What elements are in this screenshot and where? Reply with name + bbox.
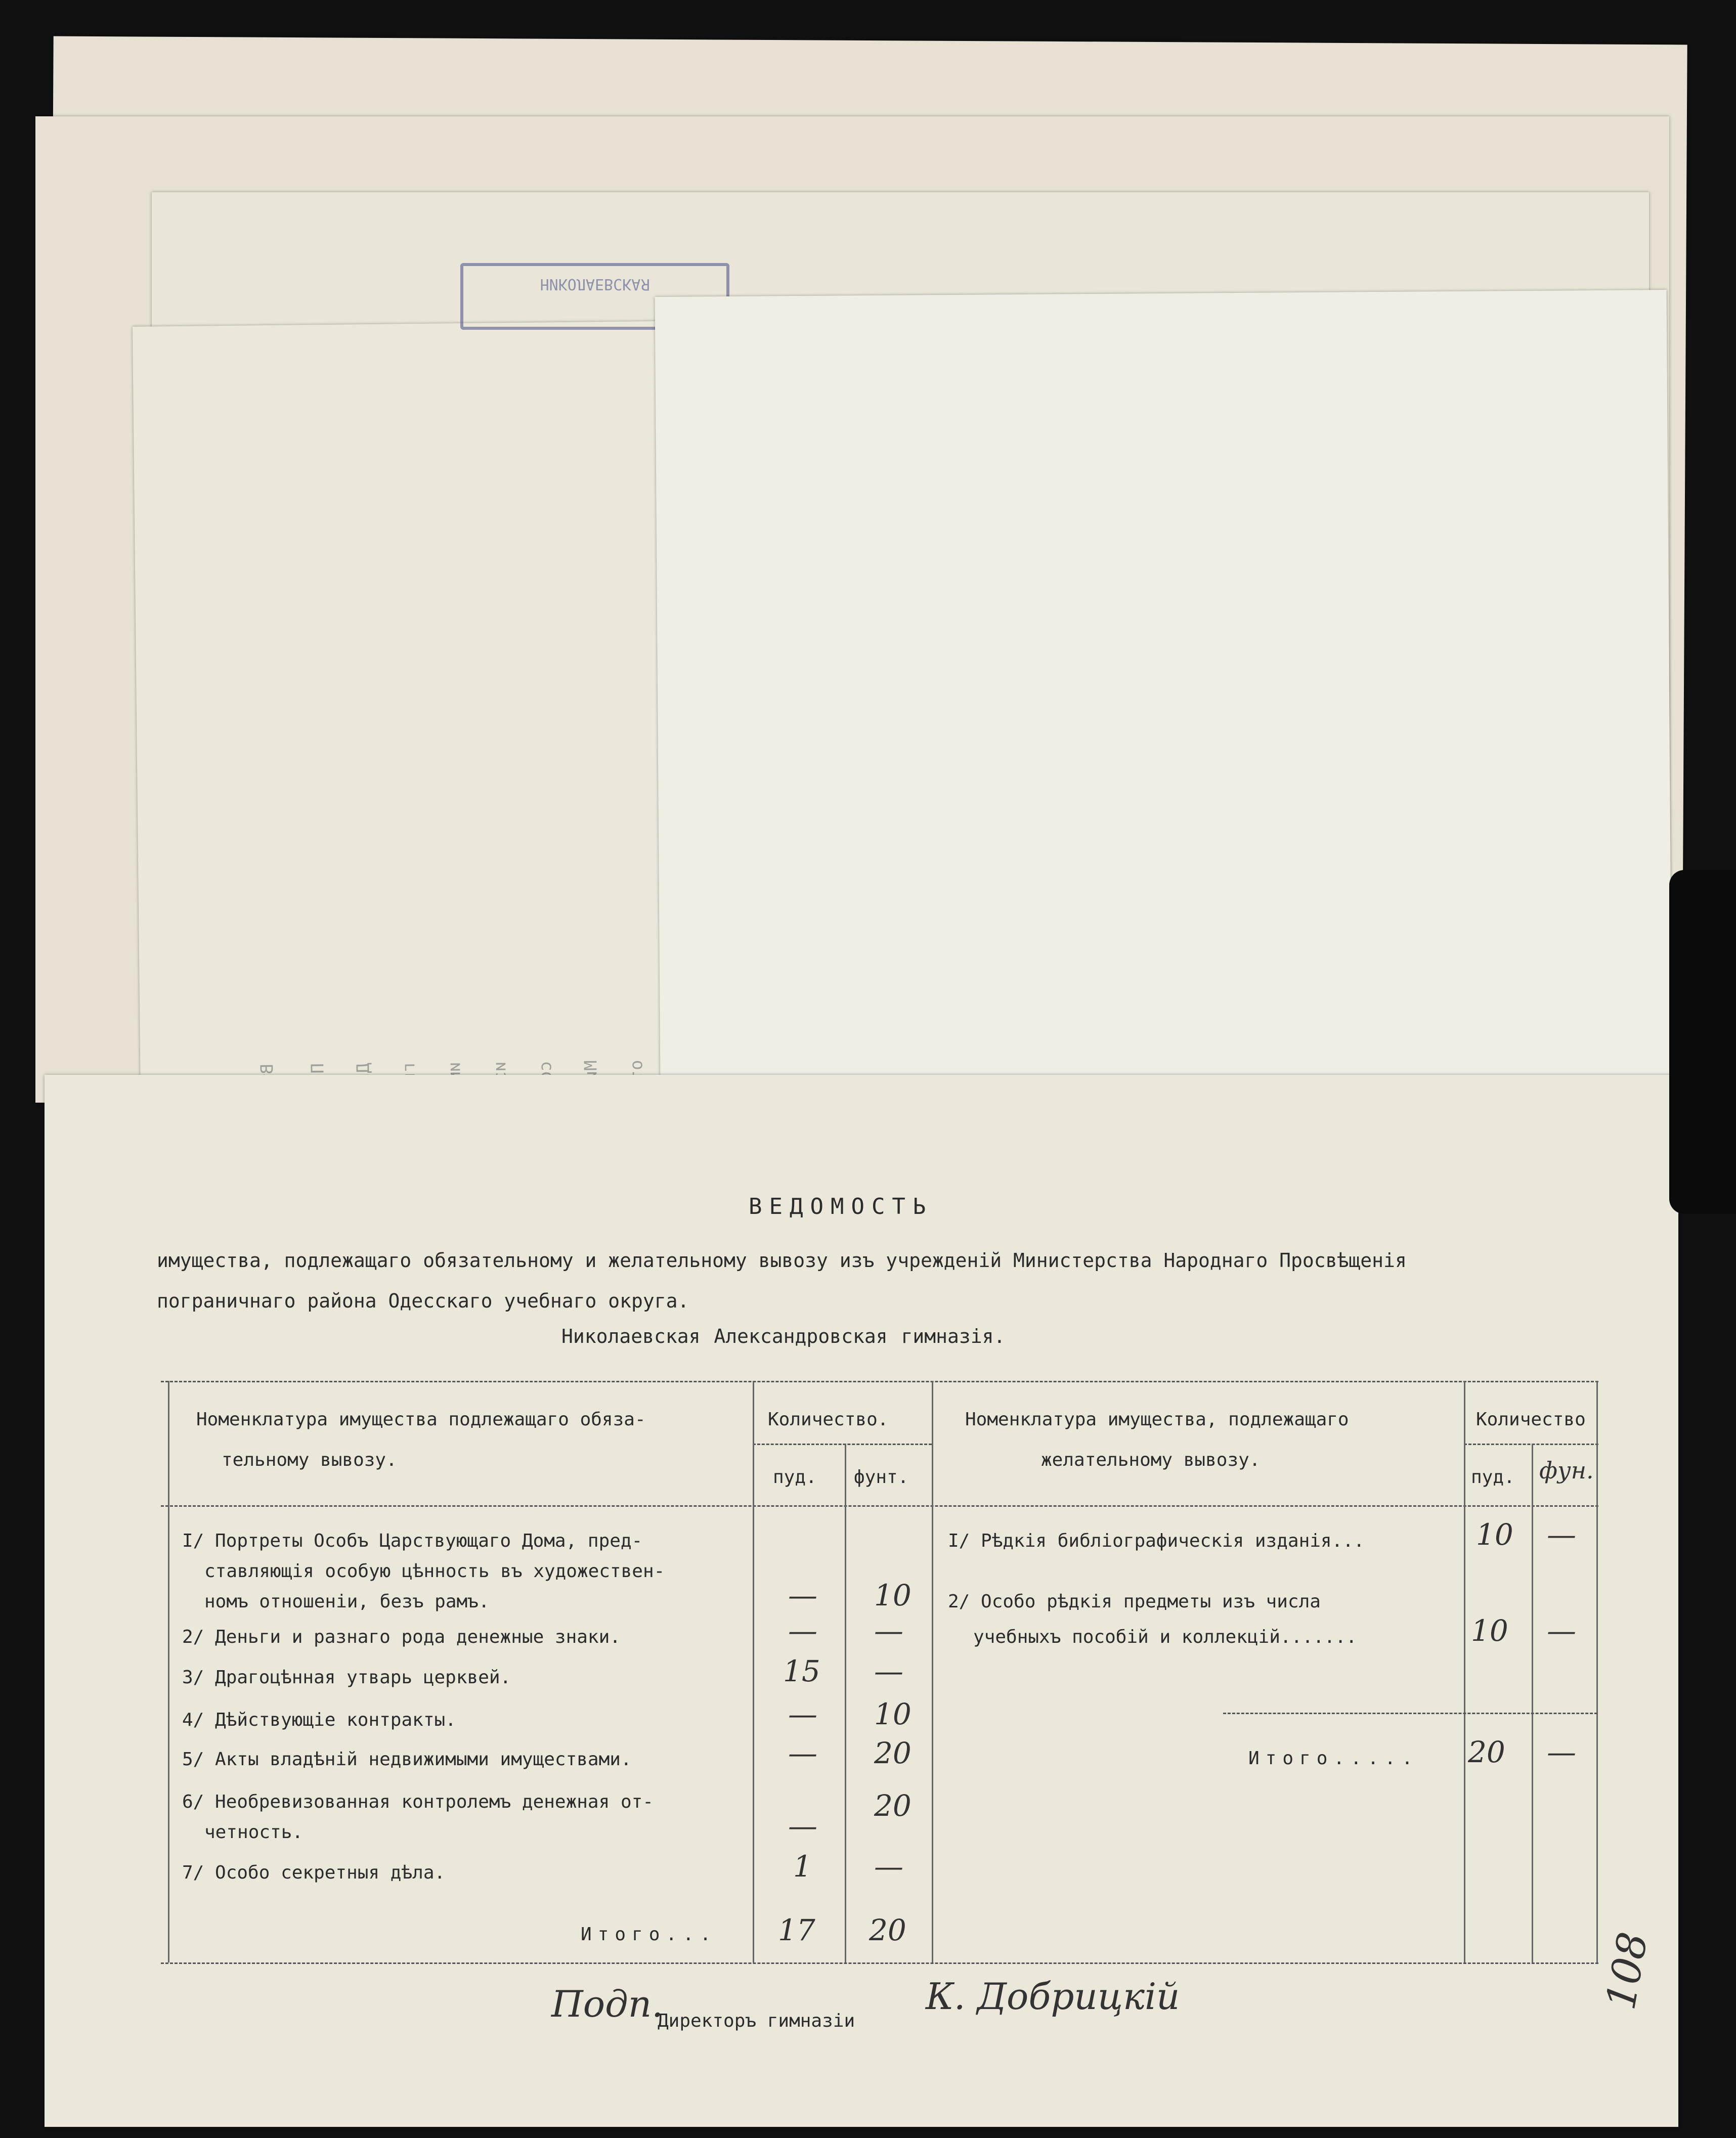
qty-subrule: [1464, 1444, 1598, 1445]
left-qty-header: Количество.: [768, 1409, 889, 1430]
signature-prefix: Подп.: [551, 1983, 664, 2025]
left-total-pud: 17: [778, 1913, 815, 1947]
left-item-1-funt: 10: [874, 1578, 912, 1612]
left-item-4-funt: 10: [874, 1697, 912, 1731]
left-item-2-funt: —: [874, 1613, 903, 1648]
left-item-3-funt: —: [874, 1654, 903, 1688]
right-item-2-funt: —: [1547, 1613, 1576, 1648]
right-item-2-line1: 2/ Особо рѣдкія предметы изъ числа: [948, 1591, 1321, 1612]
left-total-label: Итого...: [581, 1924, 717, 1945]
left-header-line2: тельному вывозу.: [222, 1450, 397, 1470]
left-item-7-funt: —: [874, 1849, 903, 1884]
signature-title: Директоръ гимназіи: [658, 2011, 855, 2031]
left-item-6-pud: —: [788, 1809, 817, 1843]
col-divider: [1596, 1381, 1598, 1962]
col-divider: [932, 1381, 933, 1962]
left-item-3-pud: 15: [783, 1654, 820, 1688]
folio-number: 108: [1597, 1929, 1657, 2013]
table-bottom-rule: [161, 1962, 1598, 1964]
right-total-label: Итого.....: [1248, 1748, 1419, 1769]
left-item-4-pud: —: [788, 1697, 817, 1731]
inventory-table: [161, 1381, 1598, 1968]
col-divider: [753, 1381, 754, 1962]
signature-name: К. Добрицкій: [926, 1975, 1180, 2018]
left-item-1-line1: I/ Портреты Особъ Царствующаго Дома, пред-: [182, 1531, 643, 1551]
right-total-funt: —: [1547, 1735, 1576, 1769]
right-item-1: I/ Рѣдкія библіографическія изданія...: [948, 1531, 1365, 1551]
qty-subrule: [753, 1444, 932, 1445]
left-item-5-funt: 20: [874, 1736, 912, 1770]
school-name: Николаевская Александровская гимназія.: [561, 1325, 1006, 1347]
left-item-2-pud: —: [788, 1613, 817, 1648]
col-divider: [1532, 1444, 1533, 1962]
left-item-2: 2/ Деньги и разнаго рода денежные знаки.: [182, 1627, 621, 1647]
folded-sheet: [133, 321, 702, 1106]
document-title: ВЕДОМОСТЬ: [749, 1194, 933, 1219]
right-total-rule: [1223, 1713, 1597, 1714]
left-total-funt: 20: [869, 1913, 906, 1947]
right-header-line2: желательному вывозу.: [1041, 1450, 1261, 1470]
right-item-2-line2: учебныхъ пособій и коллекцій.......: [973, 1627, 1357, 1647]
left-unit-pud: пуд.: [773, 1467, 817, 1488]
right-total-pud: 20: [1468, 1735, 1505, 1769]
left-item-6-line2: четность.: [204, 1822, 303, 1843]
col-divider: [845, 1444, 846, 1962]
right-item-1-pud: 10: [1476, 1517, 1513, 1552]
left-item-6-line1: 6/ Необревизованная контролемъ денежная от-: [182, 1792, 654, 1812]
left-item-1-line2: ставляющія особую цѣнность въ художествен-: [204, 1561, 665, 1582]
left-item-1-line3: номъ отношеніи, безъ рамъ.: [204, 1591, 490, 1612]
right-item-2-pud: 10: [1471, 1613, 1508, 1648]
left-item-5: 5/ Акты владѣній недвижимыми имуществами.: [182, 1749, 632, 1770]
header-rule: [161, 1505, 1598, 1507]
col-divider: [1464, 1381, 1465, 1962]
col-divider: [168, 1381, 169, 1962]
right-unit-pud: пуд.: [1471, 1467, 1515, 1488]
right-header-line1: Номенклатура имущества, подлежащаго: [965, 1409, 1349, 1430]
intro-line-1: имущества, подлежащаго обязательному и желательному вывозу изъ учрежденій Министерства Народнаго Просвѣщенія: [157, 1249, 1407, 1272]
left-item-6-funt: 20: [874, 1788, 912, 1823]
left-item-4: 4/ Дѣйствующіе контракты.: [182, 1710, 456, 1730]
right-unit-fun: фун.: [1539, 1457, 1594, 1484]
table-top-rule: [161, 1381, 1598, 1382]
right-qty-header: Количество: [1476, 1409, 1586, 1430]
intro-line-2: пограничнаго района Одесскаго учебнаго округа.: [157, 1290, 689, 1312]
left-item-3: 3/ Драгоцѣнная утварь церквей.: [182, 1667, 511, 1688]
left-header-line1: Номенклатура имущества подлежащаго обяза-: [196, 1409, 646, 1430]
ink-stamp: НИКОЛАЕВСКАЯ: [460, 263, 729, 330]
left-item-7-pud: 1: [793, 1849, 812, 1884]
left-item-1-pud: —: [788, 1578, 817, 1612]
binder-tab: [1669, 870, 1736, 1214]
left-item-5-pud: —: [788, 1736, 817, 1770]
left-unit-funt: фунт.: [854, 1467, 909, 1488]
left-item-7: 7/ Особо секретныя дѣла.: [182, 1862, 446, 1883]
right-item-1-funt: —: [1547, 1517, 1576, 1552]
top-blank-sheet: [655, 290, 1672, 1086]
